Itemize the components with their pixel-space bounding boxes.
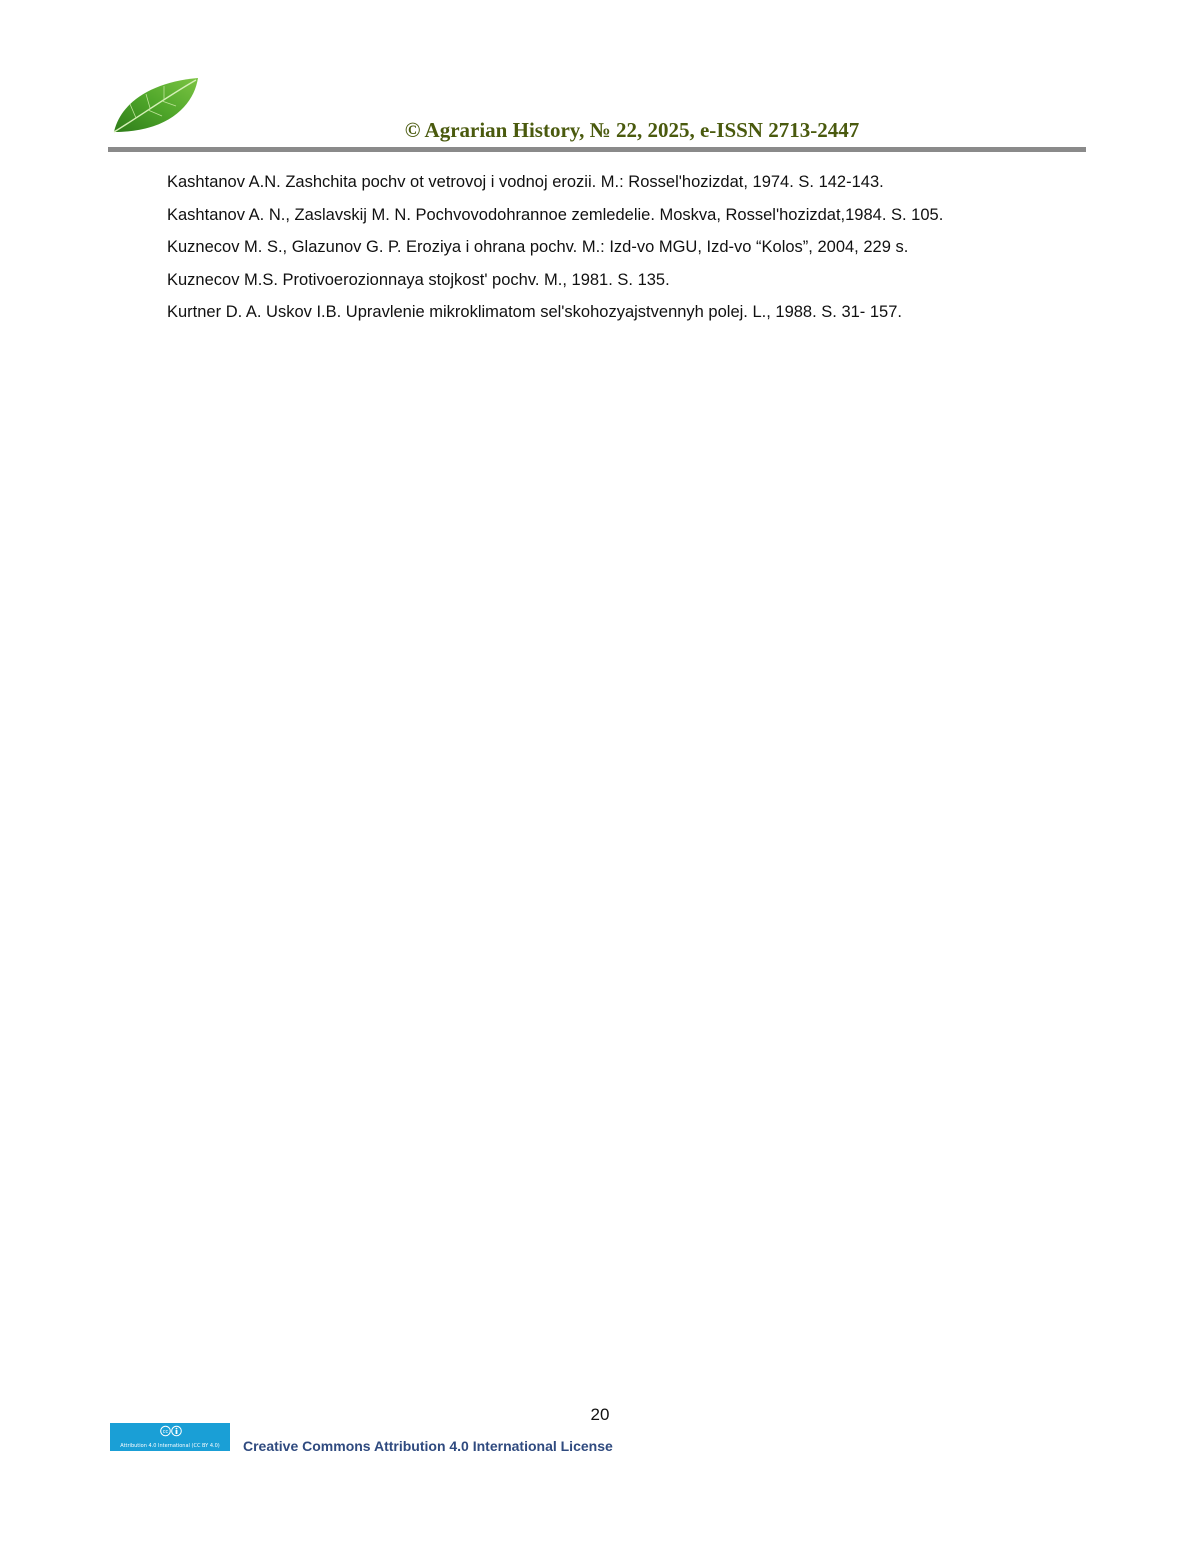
page-number: 20 — [590, 1405, 610, 1424]
reference-item: Kashtanov A.N. Zashchita pochv ot vetrovoj i vodnoj erozii. M.: Rossel'hozizdat, 1974. S. 142-143. — [167, 173, 884, 191]
reference-list — [110, 170, 1084, 333]
reference-item: Kuznecov M. S., Glazunov G. P. Eroziya i ohrana pochv. M.: Izd-vo MGU, Izd-vo “Kolos”, 2004, 229 s. — [167, 238, 909, 257]
reference-item: Kashtanov A. N., Zaslavskij M. N. Pochvovodohrannoe zemledelie. Moskva, Rossel'hozizdat,1984. S. 105. — [167, 205, 944, 224]
cc-license-badge[interactable] — [110, 1423, 230, 1451]
cc-badge-label: Attribution 4.0 International (CC BY 4.0) — [120, 1443, 220, 1449]
page-footer — [110, 1423, 810, 1453]
reference-item: Kurtner D. A. Uskov I.B. Upravlenie mikroklimatom sel'skohozyajstvennyh polej. L., 1988. S. 31- 157. — [167, 303, 902, 322]
page-header — [108, 72, 1086, 154]
cc-by-icon — [160, 1425, 182, 1437]
svg-text:cc: cc — [162, 1429, 169, 1435]
journal-title: © Agrarian History, № 22, 2025, e-ISSN 2713-2447 — [404, 118, 860, 142]
header-divider — [108, 147, 1086, 152]
reference-item: Kuznecov M.S. Protivoerozionnaya stojkost' pochv. M., 1981. S. 135. — [167, 270, 670, 289]
license-link[interactable]: Creative Commons Attribution 4.0 International License — [243, 1438, 613, 1454]
